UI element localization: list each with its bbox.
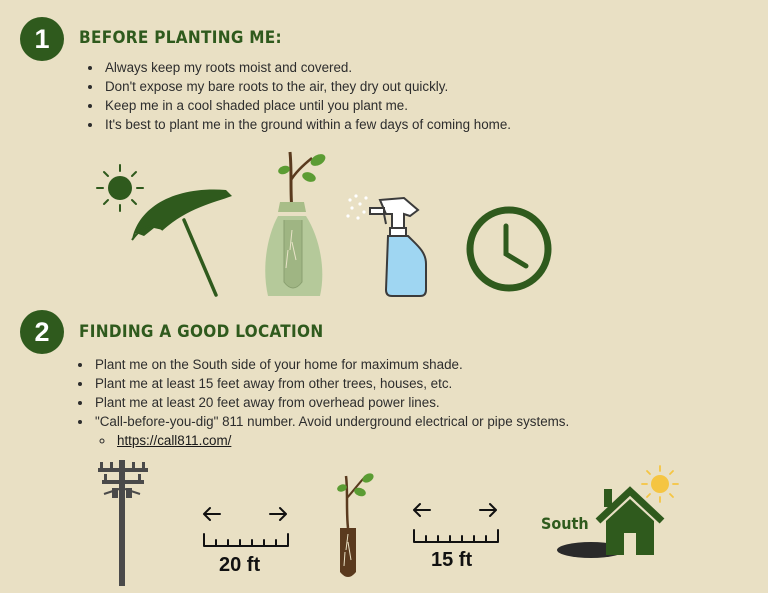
list-item: • Always keep my roots moist and covered. <box>103 58 511 77</box>
ruler-icon <box>410 498 502 546</box>
sub-list-container <box>93 431 569 450</box>
list-item <box>115 431 569 450</box>
step-2-badge <box>20 310 64 354</box>
sapling-icon <box>334 470 376 580</box>
south-label: South <box>541 514 589 533</box>
step-2-number: 2 <box>34 316 50 347</box>
sub-list <box>95 431 569 450</box>
list-item: • Plant me at least 20 feet away from overhead power lines. <box>93 393 569 412</box>
list-item: • It's best to plant me in the ground within a few days of coming home. <box>103 115 511 134</box>
section-1-title: BEFORE PLANTING ME: <box>79 28 282 48</box>
list-item: • Don't expose my bare roots to the air, they dry out quickly. <box>103 77 511 96</box>
step-1-number: 1 <box>34 23 50 54</box>
spray-bottle-icon <box>346 186 432 298</box>
ruler-icon <box>200 502 292 550</box>
call811-link[interactable]: https://call811.com/ <box>117 433 232 448</box>
power-pole-icon <box>94 458 152 588</box>
list-item: • Keep me in a cool shaded place until you plant me. <box>103 96 511 115</box>
list-item: • Plant me at least 15 feet away from other trees, houses, etc. <box>93 374 569 393</box>
seedling-bag-icon <box>262 150 328 298</box>
sun-icon <box>640 464 680 504</box>
distance-label-20ft: 20 ft <box>219 554 261 576</box>
section-2-list <box>75 355 569 450</box>
list-item: • Plant me on the South side of your home for maximum shade. <box>93 355 569 374</box>
step-1-badge <box>20 17 64 61</box>
umbrella-icon <box>128 178 240 298</box>
distance-label-15ft: 15 ft <box>431 549 473 571</box>
list-item: • "Call-before-you-dig" 811 number. Avoid underground electrical or pipe systems. <box>93 412 569 431</box>
section-2-title: FINDING A GOOD LOCATION <box>79 322 324 342</box>
clock-icon <box>466 204 552 294</box>
section-1-list <box>85 58 511 134</box>
